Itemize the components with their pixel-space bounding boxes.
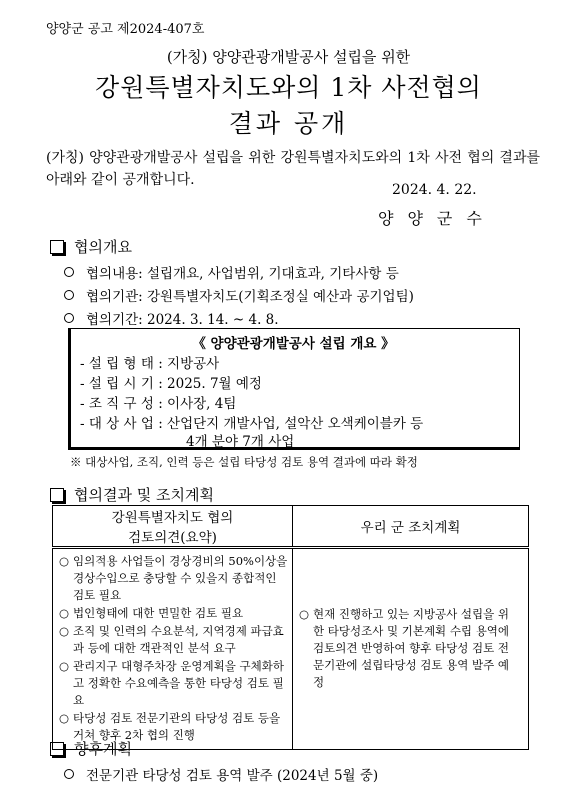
summary-row-value: : 이사장, 4팀 [158,396,237,412]
document-subtitle: (가칭) 양양관광개발공사 설립을 위한 [166,48,411,66]
intro-paragraph: (가칭) 양양관광개발공사 설립을 위한 강원특별자치도와의 1차 사전 협의 결과를 아래와 같이 공개합니다. [46,150,540,188]
results-col1-header [53,506,293,548]
document-title-line2: 결과 공개 [228,109,349,138]
overview-item [64,308,279,328]
future-item-text: 전문기관 타당성 검토 용역 발주 (2024년 5월 중) [86,768,379,784]
section-future-heading [50,738,132,759]
circle-bullet-icon [64,769,74,779]
overview-item [64,262,399,282]
overview-item [64,285,414,305]
action-text: 현재 진행하고 있는 지방공사 설립을 위한 타당성조사 및 기본계획 수립 용역에 검토의견 반영하여 향후 타당성 검토 전문기관에 설립타당성 검토 용역 발주 예정 [313,607,510,689]
opinion-text: 법인형태에 대한 면밀한 검토 필요 [73,606,244,620]
section-results-label: 협의결과 및 조치계획 [74,486,214,504]
opinion-text: 관리지구 대형주차장 운영계획을 구체화하고 정확한 수요예측을 통한 타당성 검토 필요 [73,659,284,707]
summary-row-value: : 산업단지 개발사업, 설악산 오색케이블카 등 [158,416,424,432]
circle-bullet-icon: ○ [59,624,70,638]
results-col1-header-line1: 강원특별자치도 협의 [111,510,234,526]
opinion-text: 타당성 검토 전문기관의 타당성 검토 등을 거쳐 향후 2차 협의 진행 [73,711,281,742]
circle-bullet-icon: ○ [59,606,70,620]
summary-row [80,412,423,432]
circle-bullet-icon [64,267,74,277]
signer: 양양군수 [378,209,496,228]
overview-item-text: 협의기간: 2024. 3. 14. ~ 4. 8. [86,312,279,328]
action-cell [293,548,529,750]
section-overview-label: 협의개요 [74,238,132,256]
square-bullet-icon [50,742,64,756]
summary-row [80,392,236,412]
summary-title: 《 양양관광개발공사 설립 개요 》 [192,336,395,352]
circle-bullet-icon: ○ [299,607,310,621]
opinion-text: 임의적용 사업들이 경상경비의 50%이상을 경상수입으로 충당할 수 있을지 종합적인 검토 필요 [73,554,288,602]
opinion-text: 조직 및 인력의 수요분석, 지역경제 파급효과 등에 대한 객관적인 분석 요구 [73,624,284,655]
summary-note: ※ 대상사업, 조직, 인력 등은 설립 타당성 검토 용역 결과에 따라 확정 [70,455,418,469]
section-future-label: 향후계획 [74,740,132,758]
section-results-heading [50,484,214,505]
results-col1-header-line2: 검토의견(요약) [128,530,217,546]
overview-item-text: 협의내용: 설립개요, 사업범위, 기대효과, 기타사항 등 [86,266,399,282]
circle-bullet-icon: ○ [59,659,70,673]
summary-row [80,352,219,372]
summary-row-value: : 2025. 7월 예정 [158,376,262,392]
circle-bullet-icon [64,290,74,300]
opinion-cell [53,548,293,750]
circle-bullet-icon: ○ [59,554,70,568]
overview-item-text: 협의기관: 강원특별자치도(기획조정실 예산과 공기업팀) [86,289,414,305]
summary-row [80,372,262,392]
document-title-line1: 강원특별자치도와의 1차 사전협의 [95,73,482,102]
announcement-date: 2024. 4. 22. [392,182,477,198]
action-item [299,606,520,691]
future-item [64,764,378,784]
summary-row-label: - 설 립 형 태 [80,356,154,372]
opinion-item [59,623,288,657]
square-bullet-icon [50,240,64,254]
opinion-item [59,553,288,604]
circle-bullet-icon: ○ [59,711,70,725]
summary-row-value: : 지방공사 [158,356,220,372]
summary-row-label: - 설 립 시 기 [80,376,154,392]
opinion-item [59,658,288,709]
circle-bullet-icon [64,313,74,323]
notice-number: 양양군 공고 제2024-407호 [46,22,205,37]
square-bullet-icon [50,488,64,502]
results-table [52,505,529,750]
opinion-item [59,605,288,622]
summary-row-continuation: 4개 분야 7개 사업 [186,434,295,450]
summary-row-label: - 대 상 사 업 [80,416,154,432]
section-overview-heading [50,236,132,257]
results-col2-header: 우리 군 조치계획 [293,506,529,548]
summary-row-label: - 조 직 구 성 [80,396,154,412]
